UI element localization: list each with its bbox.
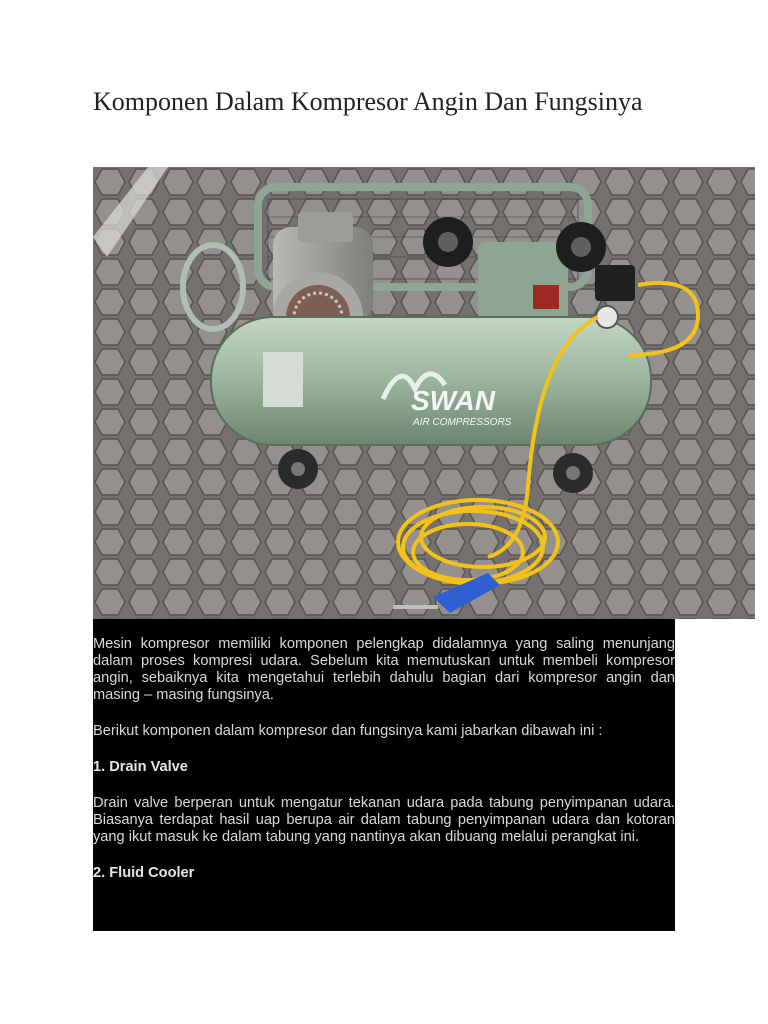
page-title: Komponen Dalam Kompresor Angin Dan Fungsinya	[93, 87, 643, 116]
air-tank	[211, 317, 651, 445]
section-body-drain-valve: Drain valve berperan untuk mengatur tekanan udara pada tabung penyimpanan udara. Biasanya terdapat hasil uap berupa air dalam tabung penyimpanan udara dan kotoran yang ikut masuk ke dalam tabung yang nantinya akan dibuang melalui perangkat ini.	[93, 795, 675, 845]
section-heading-drain-valve: 1. Drain Valve	[93, 759, 188, 775]
compressor-photo	[93, 167, 755, 619]
brand-subtext: AIR COMPRESSORS	[413, 417, 512, 428]
brand-text: SWAN	[411, 385, 495, 416]
list-intro-paragraph: Berikut komponen dalam kompresor dan fungsinya kami jabarkan dibawah ini :	[93, 723, 603, 739]
section-heading-fluid-cooler: 2. Fluid Cooler	[93, 865, 195, 881]
article-body	[93, 619, 675, 931]
intro-paragraph: Mesin kompresor memiliki komponen pelengkap didalamnya yang saling menunjang dalam proses kompresi udara. Sebelum kita memutuskan untuk membeli kompresor angin, sebaiknya kita mengetahui terlebih dahulu bagian dari kompresor angin dan masing – masing fungsinya.	[93, 636, 675, 703]
